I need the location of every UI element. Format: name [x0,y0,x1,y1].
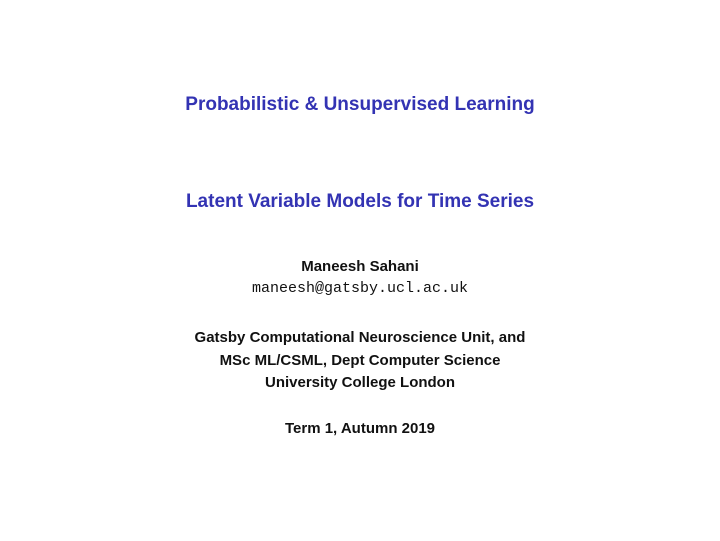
author-email: maneesh@gatsby.ucl.ac.uk [251,280,469,297]
affiliation-line: Gatsby Computational Neuroscience Unit, and [194,329,526,346]
term-date: Term 1, Autumn 2019 [284,420,436,437]
lecture-title: Latent Variable Models for Time Series [185,191,535,212]
course-title: Probabilistic & Unsupervised Learning [185,94,535,115]
author-name: Maneesh Sahani [301,258,419,275]
affiliation-line: University College London [264,374,456,391]
affiliation-line: MSc ML/CSML, Dept Computer Science [219,351,501,369]
affiliation-block [0,327,720,395]
